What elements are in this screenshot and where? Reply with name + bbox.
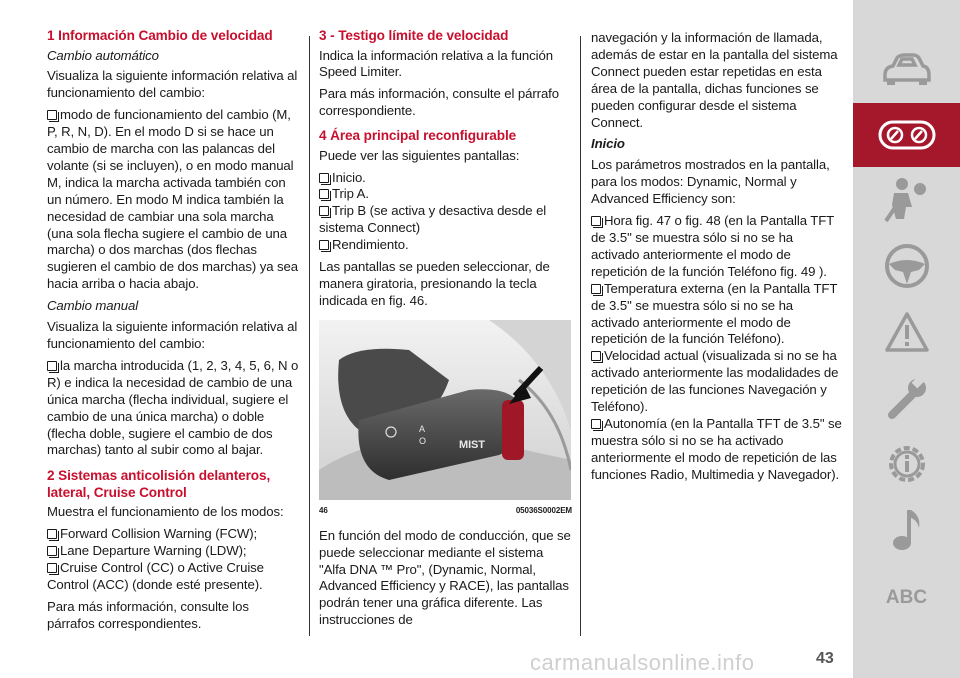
car-icon[interactable] bbox=[853, 38, 960, 102]
bullet-box-icon bbox=[47, 529, 57, 539]
paragraph: Muestra el funcionamiento de los modos: bbox=[47, 504, 284, 520]
bullet-box-icon bbox=[47, 546, 57, 556]
paragraph: navegación y la información de llamada, además de estar en la pantalla del sistema Connect pueden estar repetidas en esta área de la pantalla, dichas funciones se pueden configurar desde el sistema Connect. bbox=[591, 30, 838, 130]
list-item: Temperatura externa (en la Pantalla TFT de 3.5" se muestra sólo si no se ha activado anteriormente el modo de repetición de la función Teléfono). bbox=[591, 280, 838, 347]
list-item: Forward Collision Warning (FCW); bbox=[47, 526, 299, 543]
abc-label: ABC bbox=[885, 587, 928, 608]
paragraph: Las pantallas se pueden seleccionar, de manera giratoria, presionando la tecla indicada en fig. 46. bbox=[319, 259, 550, 308]
bullet-box-icon bbox=[47, 110, 57, 120]
steering-wheel-icon[interactable] bbox=[853, 234, 960, 298]
wrench-icon[interactable] bbox=[853, 366, 960, 430]
list-item: Trip B (se activa y desactiva desde el sistema Connect) bbox=[319, 203, 547, 236]
bullet-box-icon bbox=[591, 419, 601, 429]
bullet-box-icon bbox=[47, 361, 57, 371]
list-item: Cruise Control (CC) o Active Cruise Control (ACC) (donde esté presente). bbox=[47, 560, 264, 592]
list-item: Autonomía (en la Pantalla TFT de 3.5" se muestra sólo si no se ha activado anteriormente el modo de repetición de las funciones Radio, Multimedia y Navegador). bbox=[591, 415, 842, 482]
bullet-box-icon bbox=[591, 284, 601, 294]
gear-info-icon[interactable] bbox=[853, 432, 960, 496]
bullet-box-icon bbox=[591, 351, 601, 361]
paragraph: Para más información, consulte el párrafo correspondiente. bbox=[319, 86, 559, 119]
section-heading-gear-info: 1 Información Cambio de velocidad bbox=[47, 28, 273, 43]
page-number: 43 bbox=[816, 650, 834, 667]
warning-triangle-icon[interactable] bbox=[853, 300, 960, 364]
music-note-icon[interactable] bbox=[853, 498, 960, 562]
figure-number: 46 bbox=[319, 505, 328, 515]
figure-code: 05036S0002EM bbox=[515, 505, 572, 515]
airbag-person-icon[interactable] bbox=[853, 168, 960, 232]
column-3 bbox=[591, 30, 844, 484]
stalk-illustration bbox=[319, 320, 571, 500]
section-heading-main-area: 4 Área principal reconfigurable bbox=[319, 128, 517, 144]
list-item: modo de funcionamiento del cambio (M, P, R, N, D). En el modo D si se hace un cambio de marcha con las palancas del volante (si se incluyen), o en modo manual M, indica la marcha activada también con un número. En modo M indica también la necesidad de cambiar una sola marcha (una sola flecha sugiere el cambio de una marcha) o dos marchas (dos flechas sugieren el cambio de dos marchas) ya sea hacia arriba o hacia abajo. bbox=[47, 107, 298, 292]
bullet-box-icon bbox=[47, 563, 57, 573]
list-item: la marcha introducida (1, 2, 3, 4, 5, 6, N o R) e indica la necesidad de cambio de una única marcha (flecha individual, sugiere el cambio de una única marcha) o doble (flecha doble, sugiere el cambio de dos marchas) tanto al subir como al bajar. bbox=[47, 357, 299, 458]
abc-index-button[interactable] bbox=[853, 566, 960, 630]
list-item: Velocidad actual (visualizada si no se ha activado anteriormente las modalidades de repetición de las funciones Navegación y Teléfono). bbox=[591, 348, 839, 415]
list-item: Hora fig. 47 o fig. 48 (en la Pantalla TFT de 3.5" se muestra sólo si no se ha activado anteriormente el modo de repetición de la función Teléfono fig. 49 ). bbox=[591, 213, 834, 279]
bullet-box-icon bbox=[319, 240, 329, 250]
paragraph: Indica la información relativa a la función Speed Limiter. bbox=[319, 47, 553, 80]
section-heading-speed-limit: 3 - Testigo límite de velocidad bbox=[319, 28, 509, 43]
subheading-manual: Cambio manual bbox=[47, 298, 139, 314]
column-divider bbox=[309, 36, 310, 636]
list-item: Lane Departure Warning (LDW); bbox=[47, 543, 299, 560]
o-label: O bbox=[419, 435, 426, 446]
list-item: Rendimiento. bbox=[319, 237, 572, 254]
bullet-box-icon bbox=[319, 189, 329, 199]
bullet-box-icon bbox=[319, 173, 329, 183]
chapter-sidebar bbox=[853, 0, 960, 678]
column-divider bbox=[580, 36, 581, 636]
watermark: carmanualsonline.info bbox=[530, 650, 755, 675]
figure-caption bbox=[319, 503, 572, 520]
paragraph: Visualiza la siguiente información relativa al funcionamiento del cambio: bbox=[47, 68, 298, 101]
column-1 bbox=[47, 28, 299, 638]
bullet-box-icon bbox=[591, 216, 601, 226]
column-2 bbox=[319, 28, 572, 634]
dashboard-gauges-icon[interactable] bbox=[853, 103, 960, 167]
section-heading-anticollision: 2 Sistemas anticolisión delanteros, lateral, Cruise Control bbox=[47, 468, 271, 500]
paragraph: Puede ver las siguientes pantallas: bbox=[319, 147, 520, 163]
subheading-inicio: Inicio bbox=[591, 136, 625, 152]
paragraph: Para más información, consulte los párrafos correspondientes. bbox=[47, 598, 249, 631]
paragraph: Los parámetros mostrados en la pantalla, para los modos: Dynamic, Normal y Advanced Efficiency son: bbox=[591, 157, 830, 207]
mist-label: MIST bbox=[459, 438, 485, 451]
list-item: Trip A. bbox=[319, 186, 572, 203]
a-label: A bbox=[419, 423, 425, 434]
subheading-automatic: Cambio automático bbox=[47, 47, 159, 63]
paragraph: En función del modo de conducción, que se puede seleccionar mediante el sistema "Alfa DNA ™ Pro", (Dynamic, Normal, Advanced Efficiency y RACE), las pantallas podrán tener una gráfica diferente. Las instrucciones de bbox=[319, 527, 571, 628]
list-item: Inicio. bbox=[319, 170, 572, 187]
paragraph: Visualiza la siguiente información relativa al funcionamiento del cambio: bbox=[47, 319, 298, 351]
bullet-box-icon bbox=[319, 206, 329, 216]
figure-46-stalk-photo bbox=[319, 320, 571, 500]
